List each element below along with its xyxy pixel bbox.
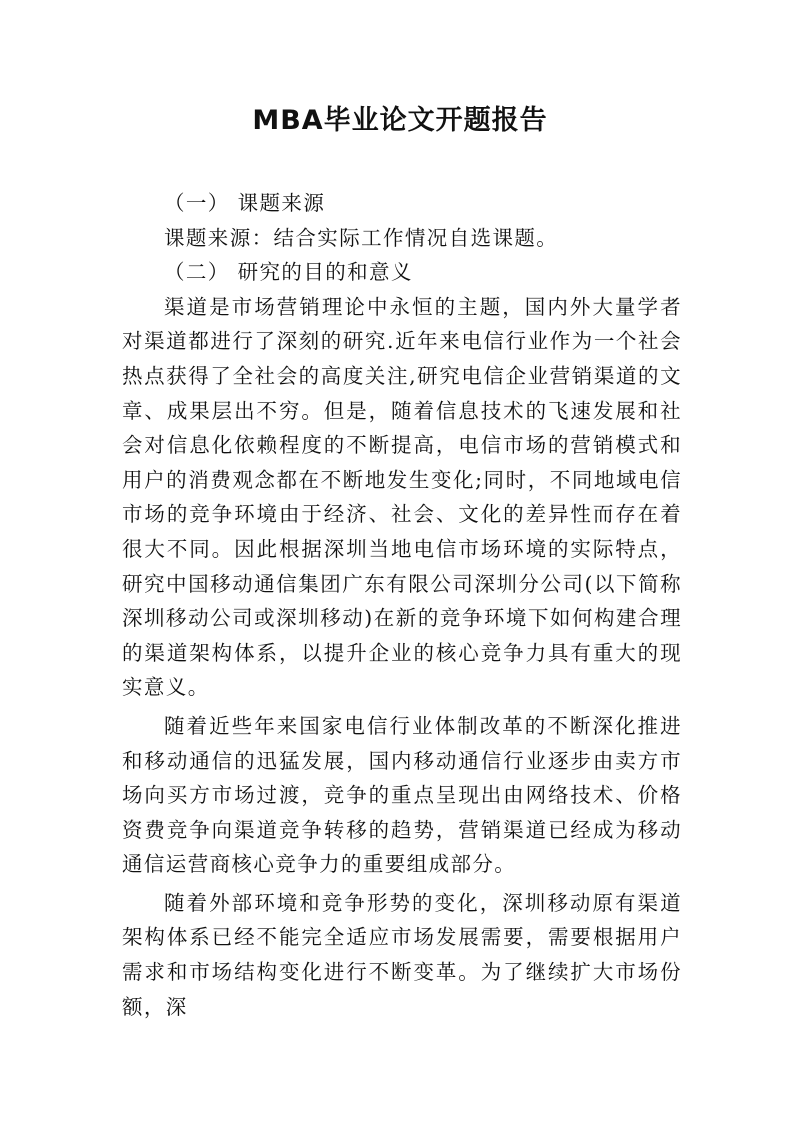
document-body — [122, 186, 682, 1024]
paragraph-source: 课题来源：结合实际工作情况自选课题。 — [164, 225, 559, 250]
paragraph-body-2: 随着近些年来国家电信行业体制改革的不断深化推进和移动通信的迅猛发展，国内移动通信行业逐步由卖方市场向买方市场过渡，竞争的重点呈现出由网络技术、价格资费竞争向渠道竞争转移的趋势，营销渠道已经成为移动通信运营商核心竞争力的重要组成部分。 — [122, 713, 682, 877]
paragraph-body-1: 渠道是市场营销理论中永恒的主题，国内外大量学者对渠道都进行了深刻的研究.近年来电信行业作为一个社会热点获得了全社会的高度关注,研究电信企业营销渠道的文章、成果层出不穷。但是，随着信息技术的飞速发展和社会对信息化依赖程度的不断提高，电信市场的营销模式和用户的消费观念都在不断地发生变化;同时，不同地域电信市场的竞争环境由于经济、社会、文化的差异性而存在着很大不同。因此根据深圳当地电信市场环境的实际特点，研究中国移动通信集团广东有限公司深圳分公司(以下简称深圳移动公司或深圳移动)在新的竞争环境下如何构建合理的渠道架构体系，以提升企业的核心竞争力具有重大的现实意义。 — [122, 294, 682, 700]
section-heading-purpose: （二） 研究的目的和意义 — [164, 260, 413, 285]
section-heading-source: （一） 课题来源 — [164, 191, 326, 215]
document-title: MBA毕业论文开题报告 — [252, 105, 548, 136]
paragraph-body-3: 随着外部环境和竞争形势的变化，深圳移动原有渠道架构体系已经不能完全适应市场发展需要，需要根据用户需求和市场结构变化进行不断变革。为了继续扩大市场份额，深 — [122, 890, 682, 1019]
